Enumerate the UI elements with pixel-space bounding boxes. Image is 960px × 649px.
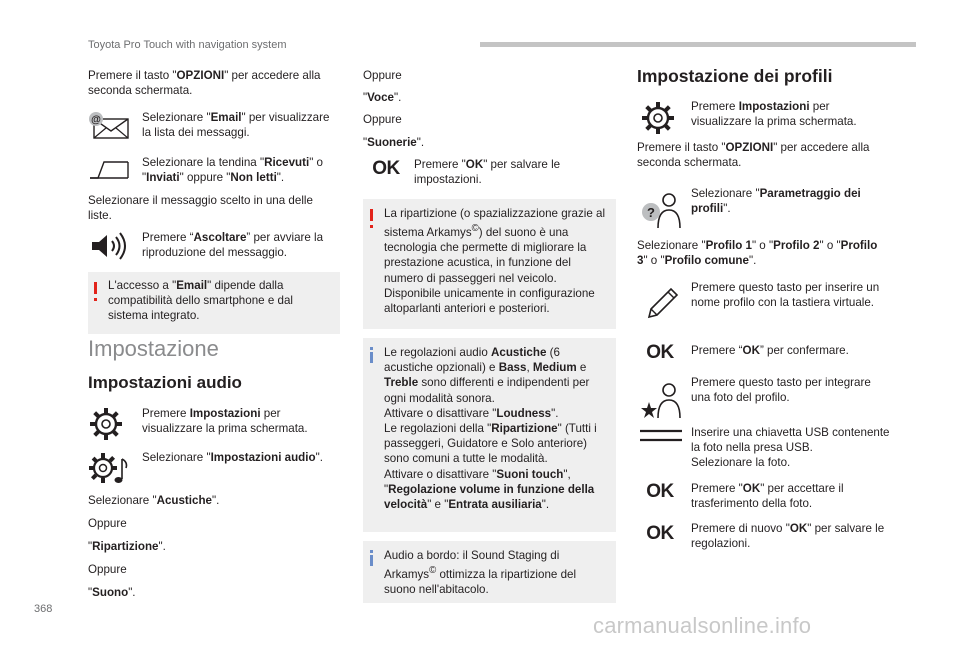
info-mark-arkamys bbox=[370, 555, 373, 566]
text-confirm: Premere “OK” per confermare. bbox=[691, 344, 849, 357]
usb-stick-icon bbox=[638, 428, 684, 444]
warning-text-email: L'accesso a "Email" dipende dalla compatibilità dello smartphone e dal sistema integrato. bbox=[108, 279, 293, 323]
text-settings: Premere Impostazioni per visualizzare la prima schermata. bbox=[142, 407, 308, 436]
text-or-2: Oppure bbox=[88, 563, 127, 576]
header-bar bbox=[480, 42, 916, 47]
text-options-2: Premere il tasto "OPZIONI" per accedere alla seconda schermata. bbox=[637, 141, 870, 170]
audio-settings-title: Impostazioni audio bbox=[88, 373, 242, 392]
text-listen: Premere “Ascoltare” per avviare la riproduzione del messaggio. bbox=[142, 231, 324, 260]
ok-icon-2: OK bbox=[646, 342, 674, 364]
section-title: Impostazione bbox=[88, 336, 219, 361]
warning-text-distribution: La ripartizione (o spazializzazione grazie al sistema Arkamys©) del suono è una tecnologia che permette di migliorare la prestazione acustica, in funzione del numero di passeggeri nel veicolo. Disponibile unicamente in configurazione altoparlanti anteriori e posteriori. bbox=[384, 207, 606, 316]
info-mark-dot bbox=[370, 347, 373, 350]
warning-mark-distribution bbox=[370, 209, 373, 221]
text-or-3: Oppure bbox=[363, 69, 402, 82]
text-enter-name: Premere questo tasto per inserire un nome profilo con la tastiera virtuale. bbox=[691, 281, 880, 310]
text-select-profile: Selezionare "Profilo 1" o "Profilo 2" o "Profilo 3" o "Profilo comune". bbox=[637, 239, 878, 268]
text-acoustics: Selezionare "Acustiche". bbox=[88, 494, 220, 507]
text-options-1: Premere il tasto "OPZIONI" per accedere alla seconda schermata. bbox=[88, 69, 321, 98]
audio-settings-icon bbox=[88, 451, 130, 487]
text-or-4: Oppure bbox=[363, 113, 402, 126]
info-text-arkamys: Audio a bordo: il Sound Staging di Arkamys© ottimizza la ripartizione del suono nell'abitacolo. bbox=[384, 549, 577, 597]
pencil-icon bbox=[640, 285, 682, 319]
text-add-photo: Premere questo tasto per integrare una foto del profilo. bbox=[691, 376, 871, 405]
text-profile-settings: Selezionare "Parametraggio dei profili". bbox=[691, 187, 861, 216]
speaker-icon bbox=[88, 231, 130, 261]
text-or-1: Oppure bbox=[88, 517, 127, 530]
text-sound: "Suono". bbox=[88, 586, 136, 599]
settings-gear-icon bbox=[88, 406, 124, 442]
text-audio-settings: Selezionare "Impostazioni audio". bbox=[142, 451, 323, 464]
warning-mark-dot-2 bbox=[370, 225, 373, 228]
warning-mark-email bbox=[94, 282, 97, 294]
svg-text:?: ? bbox=[647, 205, 655, 220]
page-number: 368 bbox=[34, 603, 53, 615]
text-voice: "Voce". bbox=[363, 91, 402, 104]
email-icon bbox=[88, 110, 130, 140]
text-select-email: Selezionare "Email" per visualizzare la lista dei messaggi. bbox=[142, 111, 330, 140]
settings-gear-icon-2 bbox=[640, 100, 676, 136]
info-mark-audio bbox=[370, 352, 373, 363]
text-distribution: "Ripartizione". bbox=[88, 540, 166, 553]
header-title: Toyota Pro Touch with navigation system bbox=[88, 39, 287, 51]
tab-selector-icon bbox=[88, 158, 130, 180]
info-text-audio: Le regolazioni audio Acustiche (6 acustiche opzionali) e Bass, Medium e Treble sono differenti e indipendenti per ogni modalità sonora. Attivare o disattivare "Loudness". Le regolazioni della "Ripartizione" (Tutti i passeggeri, Guidatore e Solo anteriore) sono comuni a tutte le modalità. Attivare o disattivare "Suoni touch", "Regolazione volume in funzione della velocità" e "Entrata ausiliaria". bbox=[384, 346, 597, 512]
text-save-again: Premere di nuovo "OK" per salvare le regolazioni. bbox=[691, 522, 885, 551]
watermark-text: carmanualsonline.info bbox=[593, 613, 812, 638]
profile-photo-icon bbox=[640, 380, 686, 420]
text-accept-photo: Premere "OK" per accettare il trasferimento della foto. bbox=[691, 482, 844, 511]
ok-icon-3: OK bbox=[646, 481, 674, 503]
ok-icon: OK bbox=[372, 158, 400, 180]
text-select-tab: Selezionare la tendina "Ricevuti" o "Inviati" oppure "Non letti". bbox=[142, 156, 323, 185]
text-settings-2: Premere Impostazioni per visualizzare la prima schermata. bbox=[691, 100, 857, 129]
warning-mark-dot bbox=[94, 298, 97, 301]
ok-icon-4: OK bbox=[646, 523, 674, 545]
svg-text:@: @ bbox=[91, 114, 101, 126]
text-insert-usb: Inserire una chiavetta USB contenente la foto nella presa USB. Selezionare la foto. bbox=[691, 426, 890, 470]
text-select-message: Selezionare il messaggio scelto in una delle liste. bbox=[88, 194, 313, 223]
profile-settings-icon bbox=[640, 190, 686, 230]
text-ringtones: "Suonerie". bbox=[363, 136, 425, 149]
text-save-settings: Premere "OK" per salvare le impostazioni. bbox=[414, 158, 561, 187]
profiles-title: Impostazione dei profili bbox=[637, 66, 833, 86]
info-mark-dot-2 bbox=[370, 550, 373, 553]
